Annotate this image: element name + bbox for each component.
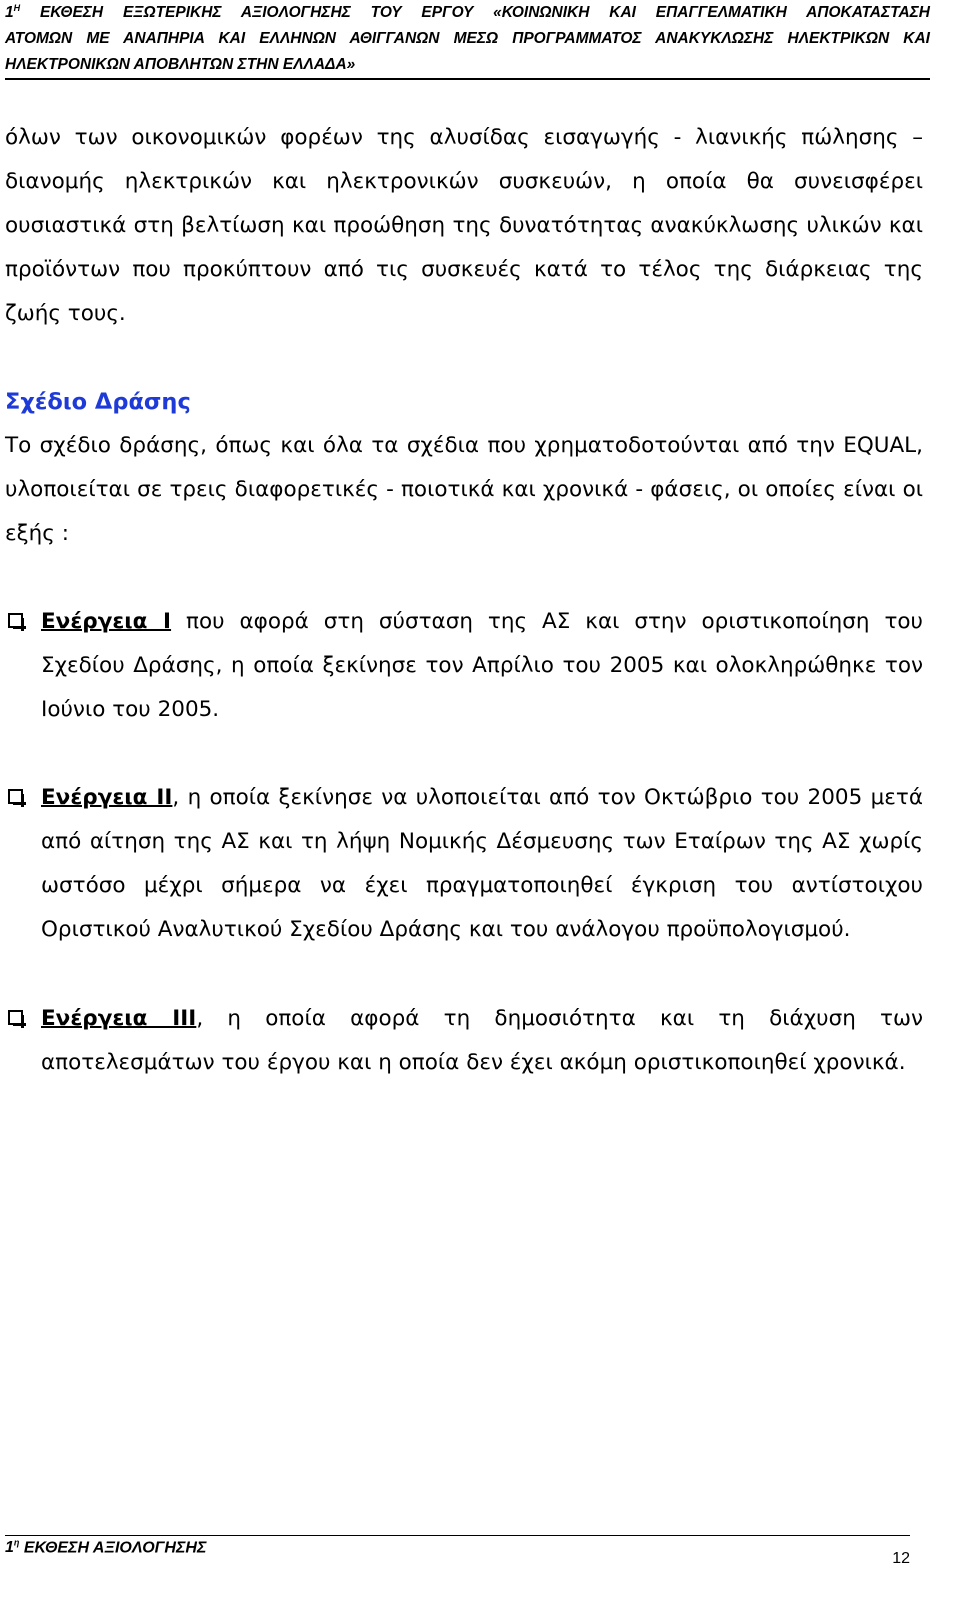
header-line-3: ΗΛΕΚΤΡΟΝΙΚΩΝ ΑΠΟΒΛΗΤΩΝ ΣΤΗΝ ΕΛΛΑΔΑ» bbox=[5, 56, 356, 73]
intro-paragraph: όλων των οικονομικών φορέων της αλυσίδας εισαγωγής - λιανικής πώλησης – διανομής ηλεκτρικών και ηλεκτρονικών συσκευών, η οποία θα συνεισφέρει ουσιαστικά στη βελτίωση και προώθηση της δυνατότητας ανακύκλωσης υλικών και προϊόντων που προκύπτουν από τις συσκευές κατά το τέλος της διάρκειας της ζωής τους. bbox=[5, 125, 923, 326]
bullet-term: Ενέργεια ΙΙΙ bbox=[41, 1006, 197, 1031]
bullet-term: Ενέργεια Ι bbox=[41, 609, 172, 634]
bullet-item bbox=[5, 997, 923, 1085]
header-ordinal: $1^H$ bbox=[5, 2, 21, 21]
bullet-term: Ενέργεια ΙΙ bbox=[41, 785, 173, 810]
checkbox-bullet-icon bbox=[8, 1010, 23, 1025]
page-number: 12 bbox=[892, 1550, 910, 1567]
footer-divider bbox=[5, 1535, 910, 1536]
section-heading: Σχέδιο Δράσης bbox=[5, 389, 191, 415]
bullet-item bbox=[5, 600, 923, 732]
checkbox-bullet-icon bbox=[8, 613, 23, 628]
bullet-text: Ενέργεια ΙΙ, η οποία ξεκίνησε να υλοποιείται από τον Οκτώβριο του 2005 μετά από αίτηση της ΑΣ και τη λήψη Νομικής Δέσμευσης των Εταίρων της ΑΣ χωρίς ωστόσο μέχρι σήμερα να έχει πραγματοποιηθεί έγκριση του αντίστοιχου Οριστικού Αναλυτικού Σχεδίου Δράσης και του ανάλογου προϋπολογισμού. bbox=[41, 785, 924, 942]
running-header bbox=[5, 0, 930, 78]
bullet-text: Ενέργεια Ι που αφορά στη σύσταση της ΑΣ και στην οριστικοποίηση του Σχεδίου Δράσης, η οποία ξεκίνησε τον Απρίλιο του 2005 και ολοκληρώθηκε τον Ιούνιο του 2005. bbox=[41, 609, 923, 722]
header-line-2: ΑΤΟΜΩΝ ΜΕ ΑΝΑΠΗΡΙΑ ΚΑΙ ΕΛΛΗΝΩΝ ΑΘΙΓΓΑΝΩΝ ΜΕΣΩ ΠΡΟΓΡΑΜΜΑΤΟΣ ΑΝΑΚΥΚΛΩΣΗΣ ΗΛΕΚΤΡΙΚΩΝ ΚΑΙ bbox=[5, 30, 930, 47]
running-footer: $1^\eta$ ΕΚΘΕΣΗ ΑΞΙΟΛΟΓΗΣΗΣ bbox=[5, 1538, 207, 1557]
section-paragraph: Το σχέδιο δράσης, όπως και όλα τα σχέδια που χρηματοδοτούνται από την EQUAL, υλοποιείται σε τρεις διαφορετικές - ποιοτικά και χρονικά - φάσεις, οι οποίες είναι οι εξής : bbox=[5, 433, 923, 546]
checkbox-bullet-icon bbox=[8, 789, 23, 804]
footer-ordinal: $1^\eta$ bbox=[5, 1538, 20, 1557]
bullet-text: Ενέργεια ΙΙΙ, η οποία αφορά τη δημοσιότητα και τη διάχυση των αποτελεσμάτων του έργου και η οποία δεν έχει ακόμη οριστικοποιηθεί χρονικά. bbox=[41, 1006, 923, 1075]
header-line-1: $1^H$ ΕΚΘΕΣΗ ΕΞΩΤΕΡΙΚΗΣ ΑΞΙΟΛΟΓΗΣΗΣ ΤΟΥ ΕΡΓΟΥ «ΚΟΙΝΩΝΙΚΗ ΚΑΙ ΕΠΑΓΓΕΛΜΑΤΙΚΗ ΑΠΟΚΑΤΑΣΤΑΣΗ bbox=[5, 2, 930, 21]
bullet-item bbox=[5, 776, 923, 952]
header-divider bbox=[5, 78, 930, 80]
